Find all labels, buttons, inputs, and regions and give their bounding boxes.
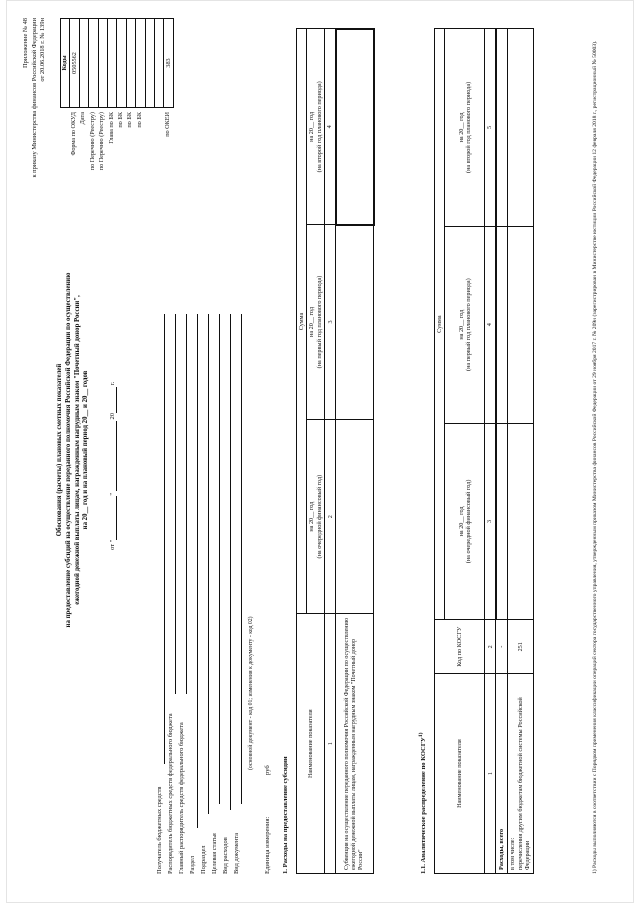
form-field-input-line[interactable] (241, 314, 242, 804)
date-year: 20 (109, 412, 117, 420)
s11-transfer-3[interactable] (508, 423, 533, 620)
code-label: по Перечню (Реестру) (98, 112, 106, 171)
s1-num-2: 2 (325, 419, 336, 614)
s11-num-4: 4 (485, 226, 496, 423)
s11-num-2: 2 (485, 620, 496, 674)
section-1-title: 1. Расходы на предоставление субсидии (282, 756, 289, 874)
s1-num-3: 3 (325, 225, 336, 420)
title-line-4: на 20__ год и на плановый период 20__ и 20__ годов (82, 370, 90, 530)
code-label: по Перечню (Реестру) (88, 112, 96, 171)
s1-col2-header: на 20__ год (на очередной финансовый год) (307, 419, 325, 614)
date-suffix: г. (109, 381, 117, 386)
s11-num-5: 5 (485, 29, 496, 227)
s11-col4-header: на 20__ год (на первый год планового периода) (445, 226, 485, 423)
form-field-row (209, 314, 220, 874)
unit-label: Единица измерения: (264, 816, 271, 874)
s11-header-name: Наименование показателя (435, 674, 485, 874)
codes-table (60, 18, 174, 108)
date-line (108, 382, 117, 550)
code-label: по БК (117, 112, 125, 128)
title-line-1: Обоснования (расчеты) плановых сметных показателей (56, 363, 63, 537)
s11-total-3[interactable] (496, 423, 508, 620)
code-label: по БК (135, 112, 143, 128)
footnote: 1) Расходы выполняются в соответствии с Порядком применения классификации операций сектора государственного управления, утвержденным приказом Министерства финансов Российской Федерации от 29 ноября 2017 г. № 209н (зарегистрирован в Министерстве юстиции Российской Федерации 12 февраля 2018 г., регистрационный № 50003). (592, 40, 598, 874)
s1-num-1: 1 (325, 614, 336, 874)
form-field-row (220, 314, 231, 874)
s11-transfer-4[interactable] (508, 226, 533, 423)
s11-num-3: 3 (485, 423, 496, 620)
form-field-label: Главный распорядитель средств федерального бюджета (178, 722, 186, 874)
date-quote: " (109, 492, 117, 496)
code-label: Глава по БК (107, 112, 115, 144)
section-11-table (434, 28, 534, 874)
doc-type-note: (основной документ - код 01; изменения к документу - код 02) (248, 616, 254, 770)
code-label (154, 112, 163, 170)
s11-header-sum: Сумма (435, 29, 445, 620)
appendix-order: к приказу Министерства финансов Российской Федерации (30, 18, 38, 178)
section-11-footnote-mark: 1) (418, 732, 424, 738)
unit-of-measure (264, 765, 272, 874)
code-cell[interactable] (136, 19, 145, 108)
appendix-header (22, 18, 48, 318)
s1-cell-4[interactable] (336, 29, 374, 225)
code-cell[interactable]: 383 (164, 19, 173, 108)
rotated-document (16, 10, 626, 890)
form-field-row (176, 314, 187, 874)
code-cell[interactable] (89, 19, 98, 108)
codes-header: Коды (61, 19, 70, 108)
form-field-label: Вид расходов (222, 837, 230, 874)
code-cell[interactable] (79, 19, 88, 108)
s11-incl-label: в том числе: (509, 837, 517, 870)
form-field-label: Подраздел (200, 845, 208, 874)
section-1-table (296, 28, 375, 874)
s1-col3-header: на 20__ год (на первый год планового периода) (307, 225, 325, 420)
code-cell[interactable] (154, 19, 163, 108)
form-field-row (231, 314, 242, 874)
s11-col3-header: на 20__ год (на очередной финансовый год) (445, 423, 485, 620)
section-11-title-text: 1.1. Аналитическое распределение по КОСГУ (420, 737, 428, 874)
section-11-title (418, 733, 428, 874)
appendix-date: от 20.06.2018 г. № 139н (39, 18, 47, 82)
form-field-label: Распорядитель бюджетных средств федерального бюджета (167, 713, 175, 874)
form-field-row (187, 314, 198, 874)
form-field-row (154, 314, 165, 874)
appendix-number: Приложение № 48 (22, 18, 29, 68)
s1-header-name: Наименование показателя (297, 614, 325, 874)
form-field-label: Получатель бюджетных средств (156, 786, 164, 874)
title-line-2: на предоставление субсидий на осуществление переданного полномочия Российской Федерации по осуществлению (64, 272, 72, 628)
s1-row-label: Субвенция на осуществление переданного полномочия Российской Федерации по осуществлению ежегодной денежной выплаты лицам, награжденным нагрудным знаком "Почетный донор России" (336, 614, 374, 874)
code-label (144, 112, 153, 170)
s11-total-4[interactable] (496, 226, 508, 423)
code-cell[interactable] (117, 19, 126, 108)
s1-num-4: 4 (325, 29, 336, 225)
form-field-row (165, 314, 176, 874)
date-prefix: от " (109, 539, 117, 550)
s11-total-5[interactable] (496, 29, 508, 227)
code-label: Дата (79, 112, 87, 125)
date-month-blank (108, 421, 117, 491)
s1-header-sum: Сумма (297, 29, 307, 614)
code-cell[interactable] (98, 19, 107, 108)
code-label: по ОКЕИ (164, 112, 172, 137)
code-label: по БК (126, 112, 134, 128)
code-cell[interactable] (107, 19, 116, 108)
form-fields (154, 314, 242, 874)
s11-num-1: 1 (485, 674, 496, 874)
s1-cell-2[interactable] (336, 419, 374, 614)
code-labels (69, 112, 172, 170)
s11-transfer-5[interactable] (508, 29, 533, 227)
s11-transfer-label: перечисления другим бюджетам бюджетной системы Российской Федерации (516, 697, 532, 870)
date-year-blank (108, 387, 117, 413)
code-cell[interactable] (126, 19, 135, 108)
s11-row-total: Расходы, всего (496, 674, 508, 874)
s1-col4-header: на 20__ год (на второй год планового периода) (307, 29, 325, 225)
s11-row-transfer (508, 674, 533, 874)
s1-cell-3[interactable] (336, 225, 374, 420)
s11-total-code: - (496, 620, 508, 674)
s11-col5-header: на 20__ год (на второй год планового периода) (445, 29, 485, 227)
code-cell[interactable]: 0505562 (70, 19, 79, 108)
form-field-label: Раздел (189, 855, 197, 874)
unit-value: руб (264, 765, 271, 775)
form-field-label: Целевая статья (211, 833, 219, 874)
title-line-3: ежегодной денежной выплаты лицам, награжденным нагрудным знаком "Почетный донор России", (73, 295, 81, 605)
code-label: Форма по ОКУД (70, 112, 77, 156)
form-field-label: Вид документа (233, 832, 241, 874)
s11-transfer-code: 251 (508, 620, 533, 674)
s11-header-code: Код по КОСГУ (435, 620, 485, 674)
code-cell[interactable] (145, 19, 154, 108)
form-field-row (198, 314, 209, 874)
date-day-blank (108, 496, 117, 540)
